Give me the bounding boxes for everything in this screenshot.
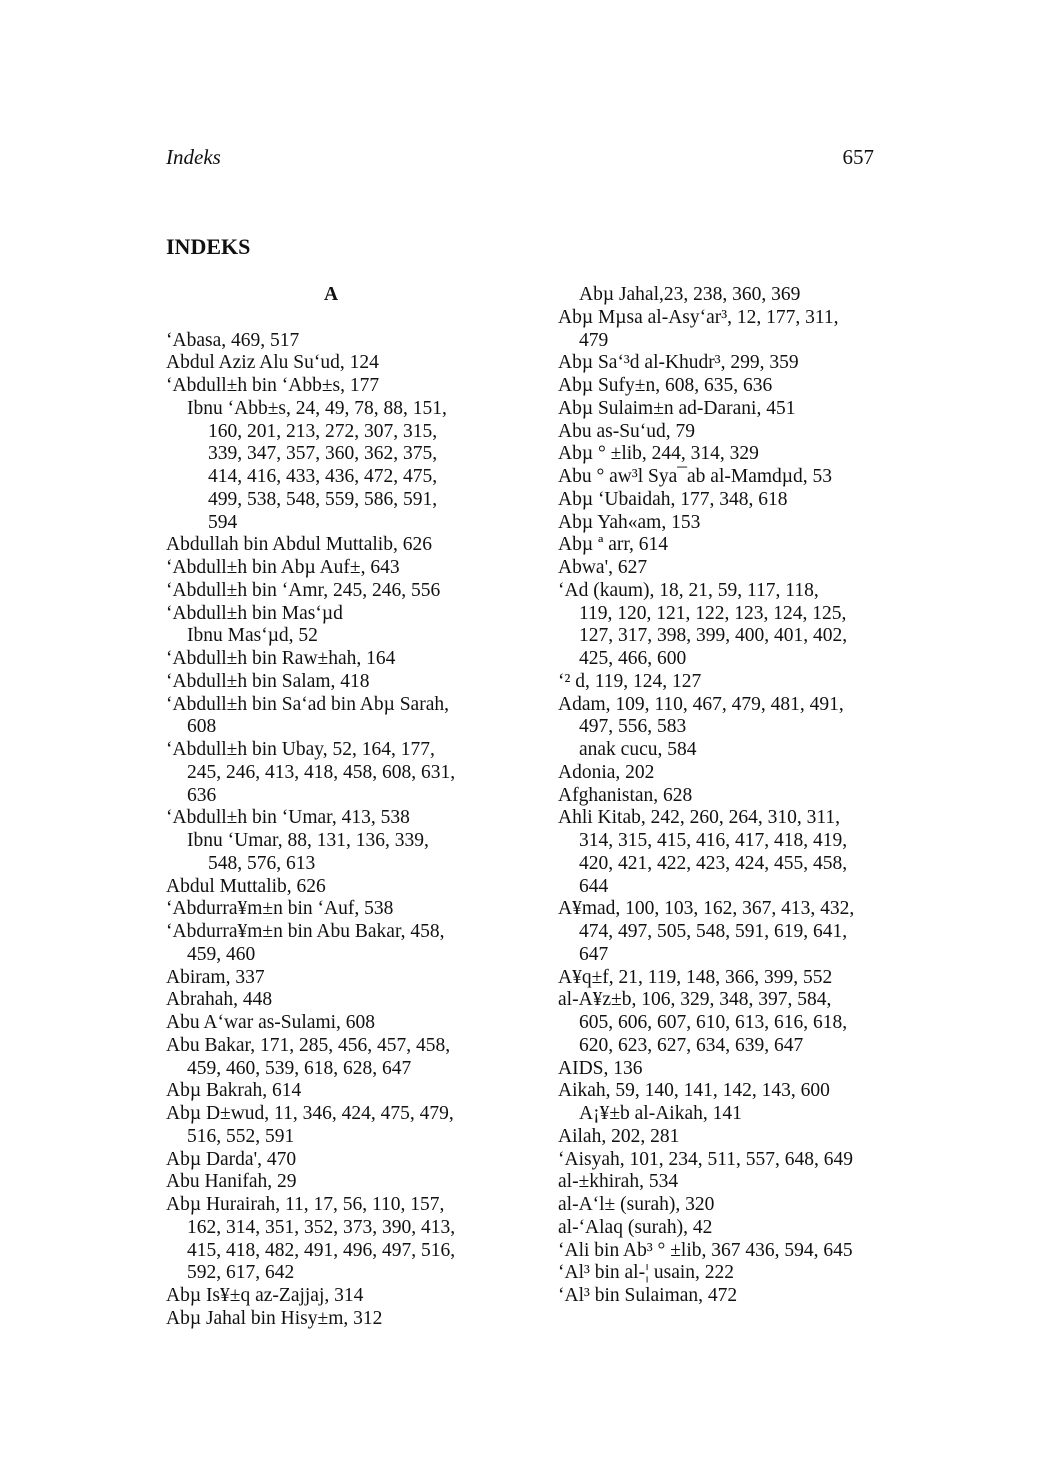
index-entry-line: A¥mad, 100, 103, 162, 367, 413, 432,	[558, 898, 855, 920]
index-entry	[166, 375, 496, 398]
index-entry	[558, 967, 898, 990]
index-entry-line: Ibnu Mas‘µd, 52	[187, 625, 318, 647]
index-entry-line: ‘Al³ bin Sulaiman, 472	[558, 1285, 738, 1306]
index-entry-line: Adam, 109, 110, 467, 479, 481, 491,	[558, 693, 844, 715]
index-entry-line: Abµ Darda', 470	[166, 1148, 297, 1170]
index-entry	[558, 671, 898, 694]
index-entry-line: Abµ ° ±lib, 244, 314, 329	[558, 443, 759, 465]
index-entry-line: 459, 460	[187, 943, 256, 965]
index-entry-line: ‘Ali bin Ab³ ° ±lib, 367 436, 594, 645	[558, 1239, 853, 1261]
index-entry	[166, 694, 496, 740]
index-entry	[166, 898, 496, 921]
index-entry-line: ‘Abdurra¥m±n bin ‘Auf, 538	[166, 898, 394, 920]
index-entry	[558, 762, 898, 785]
index-entry-line: ‘Abasa, 469, 517	[166, 329, 300, 351]
index-entry-line: Abµ ª arr, 614	[558, 534, 669, 556]
index-entry-line: 647	[579, 943, 609, 965]
index-entry-line: Abµ Jahal,23, 238, 360, 369	[579, 284, 801, 305]
index-entry	[558, 1171, 898, 1194]
index-entry-line: Abrahah, 448	[166, 989, 273, 1011]
index-subentry	[558, 739, 898, 762]
index-entry	[558, 580, 898, 671]
index-entry-line: ‘Abdull±h bin ‘Amr, 245, 246, 556	[166, 579, 441, 601]
index-entry-line: Abµ Yah«am, 153	[558, 511, 701, 533]
index-entry-line: 474, 497, 505, 548, 591, 619, 641,	[579, 921, 848, 942]
index-entry-line: Abµ Sa‘³d al-Khudr³, 299, 359	[558, 352, 799, 374]
index-entry-line: Abu Bakar, 171, 285, 456, 457, 458,	[166, 1034, 451, 1056]
index-entry-line: 608	[187, 716, 217, 738]
index-entry-line: ‘Abdull±h bin Abµ Auf±, 643	[166, 557, 400, 578]
index-entry-line: al-A¥z±b, 106, 329, 348, 397, 584,	[558, 989, 832, 1011]
index-entry-line: ‘Abdull±h bin ‘Umar, 413, 538	[166, 807, 410, 829]
index-entry	[166, 807, 496, 830]
index-entry-line: Abµ Is¥±q az-Zajjaj, 314	[166, 1285, 364, 1306]
index-entry	[166, 1035, 496, 1081]
index-entry	[558, 352, 898, 375]
index-entry-line: 162, 314, 351, 352, 373, 390, 413,	[187, 1216, 456, 1238]
index-entry-line: 594	[208, 511, 238, 533]
index-entry-line: Abµ Bakrah, 614	[166, 1080, 302, 1102]
index-entry	[558, 466, 898, 489]
index-entry	[166, 603, 496, 626]
index-entry-line: Abu as-Su‘ud, 79	[558, 420, 696, 442]
index-subentry	[558, 1103, 898, 1126]
index-entry-line: 548, 576, 613	[208, 852, 316, 874]
index-entry-line: Abdul Aziz Alu Su‘ud, 124	[166, 352, 379, 374]
index-entry-line: 425, 466, 600	[579, 648, 687, 669]
index-heading: INDEKS	[166, 234, 251, 259]
index-entry-line: ‘Ad (kaum), 18, 21, 59, 117, 118,	[558, 579, 819, 601]
index-entry-line: 459, 460, 539, 618, 628, 647	[187, 1057, 412, 1079]
index-entry-line: Ailah, 202, 281	[558, 1125, 680, 1147]
index-entry	[558, 807, 898, 898]
index-entry-line: ‘Abdull±h bin Salam, 418	[166, 670, 370, 692]
index-entry	[166, 739, 496, 807]
index-entry-line: Abµ Mµsa al-Asy‘ar³, 12, 177, 311,	[558, 306, 839, 328]
running-header	[166, 145, 874, 175]
index-entry	[166, 1308, 496, 1331]
index-entry-line: ‘² d, 119, 124, 127	[558, 670, 702, 692]
index-entry-line: Abµ Sufy±n, 608, 635, 636	[558, 375, 773, 396]
index-entry	[558, 1262, 898, 1285]
index-entry-line: ‘Abdull±h bin Sa‘ad bin Abµ Sarah,	[166, 693, 449, 715]
index-entry-line: al-‘Alaq (surah), 42	[558, 1216, 713, 1238]
index-column-left	[166, 284, 496, 1331]
index-entry	[558, 375, 898, 398]
index-entry-line: 592, 617, 642	[187, 1262, 295, 1284]
index-entry	[166, 352, 496, 375]
index-entry	[166, 1103, 496, 1149]
index-entry	[166, 534, 496, 557]
index-entry	[166, 989, 496, 1012]
letter-heading: A	[323, 284, 339, 305]
index-entry-line: Abiram, 337	[166, 966, 265, 988]
index-entry-line: 127, 317, 398, 399, 400, 401, 402,	[579, 625, 848, 647]
index-entry	[558, 898, 898, 966]
index-entry-line: Abµ Hurairah, 11, 17, 56, 110, 157,	[166, 1194, 445, 1215]
index-entry-line: Abu Hanifah, 29	[166, 1171, 297, 1193]
index-entry-line: Abµ Sulaim±n ad-Darani, 451	[558, 397, 796, 419]
index-entry-line: Ahli Kitab, 242, 260, 264, 310, 311,	[558, 807, 841, 829]
index-entry	[558, 989, 898, 1057]
index-entry-line: Abu A‘war as-Sulami, 608	[166, 1012, 376, 1033]
index-entry-line: 245, 246, 413, 418, 458, 608, 631,	[187, 761, 456, 783]
index-entry	[558, 1285, 898, 1308]
index-entry-line: 414, 416, 433, 436, 472, 475,	[208, 466, 438, 487]
index-entry	[558, 694, 898, 740]
index-entry-line: 339, 347, 357, 360, 362, 375,	[208, 443, 438, 465]
index-entry-line: Abµ Jahal bin Hisy±m, 312	[166, 1307, 383, 1329]
page-number: 657	[842, 145, 874, 169]
index-subentry	[166, 625, 496, 648]
index-entry	[166, 1285, 496, 1308]
index-entry-line: 420, 421, 422, 423, 424, 455, 458,	[579, 852, 848, 874]
index-entry-line: 415, 418, 482, 491, 496, 497, 516,	[187, 1239, 456, 1261]
index-entry-line: al-±khirah, 534	[558, 1171, 679, 1193]
index-entry-line: Adonia, 202	[558, 761, 655, 783]
index-entry	[166, 967, 496, 990]
index-entry	[166, 1171, 496, 1194]
index-entry	[558, 443, 898, 466]
index-entry	[558, 489, 898, 512]
index-entry-line: AIDS, 136	[558, 1057, 643, 1079]
index-entry-line: Abdul Muttalib, 626	[166, 875, 326, 897]
index-entry-line: 160, 201, 213, 272, 307, 315,	[208, 420, 438, 442]
index-entry-line: 314, 315, 415, 416, 417, 418, 419,	[579, 830, 848, 851]
index-entry	[558, 284, 898, 307]
index-entry-line: Abµ ‘Ubaidah, 177, 348, 618	[558, 488, 788, 510]
index-entry	[166, 580, 496, 603]
index-entry-line: Afghanistan, 628	[558, 784, 693, 806]
index-entry	[166, 876, 496, 899]
index-entry-line: A¥q±f, 21, 119, 148, 366, 399, 552	[558, 966, 833, 988]
index-subentry	[166, 830, 496, 876]
index-entry	[166, 1149, 496, 1172]
index-entry	[166, 1194, 496, 1285]
index-entry-line: Abµ D±wud, 11, 346, 424, 475, 479,	[166, 1103, 454, 1124]
index-entry-line: ‘Abdull±h bin Raw±hah, 164	[166, 648, 396, 669]
index-entry-line: 620, 623, 627, 634, 639, 647	[579, 1034, 804, 1056]
index-entry-line: Ibnu ‘Abb±s, 24, 49, 78, 88, 151,	[187, 397, 447, 419]
index-entry	[558, 557, 898, 580]
index-entry-line: 119, 120, 121, 122, 123, 124, 125,	[579, 602, 847, 624]
index-entry	[558, 1058, 898, 1081]
index-column-right	[558, 284, 898, 1308]
index-entry	[166, 648, 496, 671]
index-entry-line: 497, 556, 583	[579, 716, 687, 738]
index-subentry	[166, 398, 496, 535]
index-entry-line: A¡¥±b al-Aikah, 141	[579, 1103, 742, 1124]
index-entry-line: Abu ° aw³l Sya¯ab al-Mamdµd, 53	[558, 466, 832, 487]
index-entry-line: ‘Aisyah, 101, 234, 511, 557, 648, 649	[558, 1148, 854, 1170]
index-entry	[166, 557, 496, 580]
index-entry-line: Aikah, 59, 140, 141, 142, 143, 600	[558, 1080, 830, 1102]
index-entry	[558, 1149, 898, 1172]
index-entry-line: al-A‘l± (surah), 320	[558, 1194, 715, 1215]
index-entry	[558, 307, 898, 353]
index-entry	[558, 1126, 898, 1149]
index-entry-line: Abdullah bin Abdul Muttalib, 626	[166, 534, 432, 556]
index-entry-line: Abwa', 627	[558, 557, 648, 578]
index-entry	[558, 1217, 898, 1240]
running-header-title: Indeks	[166, 145, 221, 169]
index-entry	[558, 1080, 898, 1103]
index-entry	[558, 398, 898, 421]
index-entry-line: ‘Abdull±h bin ‘Abb±s, 177	[166, 375, 380, 396]
index-entry	[558, 785, 898, 808]
index-entry-line: ‘Al³ bin al-¦ usain, 222	[558, 1262, 735, 1284]
index-entry-line: ‘Abdull±h bin Mas‘µd	[166, 602, 343, 624]
index-entry	[166, 1012, 496, 1035]
index-entry	[558, 534, 898, 557]
index-entry-line: 479	[579, 329, 609, 351]
index-entry	[166, 671, 496, 694]
index-entry-line: ‘Abdull±h bin Ubay, 52, 164, 177,	[166, 739, 435, 760]
index-entry	[166, 921, 496, 967]
index-entry	[558, 1240, 898, 1263]
index-entry	[558, 1194, 898, 1217]
index-entry-line: Ibnu ‘Umar, 88, 131, 136, 339,	[187, 830, 429, 851]
index-entry	[166, 330, 496, 353]
index-entry-line: anak cucu, 584	[579, 739, 697, 760]
index-entry	[166, 1080, 496, 1103]
index-entry-line: ‘Abdurra¥m±n bin Abu Bakar, 458,	[166, 921, 445, 942]
index-entry-line: 499, 538, 548, 559, 586, 591,	[208, 488, 438, 510]
index-entry-line: 636	[187, 784, 217, 806]
index-entry	[558, 512, 898, 535]
index-entry	[558, 421, 898, 444]
index-entry-line: 605, 606, 607, 610, 613, 616, 618,	[579, 1012, 848, 1033]
index-entry-line: 644	[579, 875, 609, 897]
index-entry-line: 516, 552, 591	[187, 1125, 295, 1147]
